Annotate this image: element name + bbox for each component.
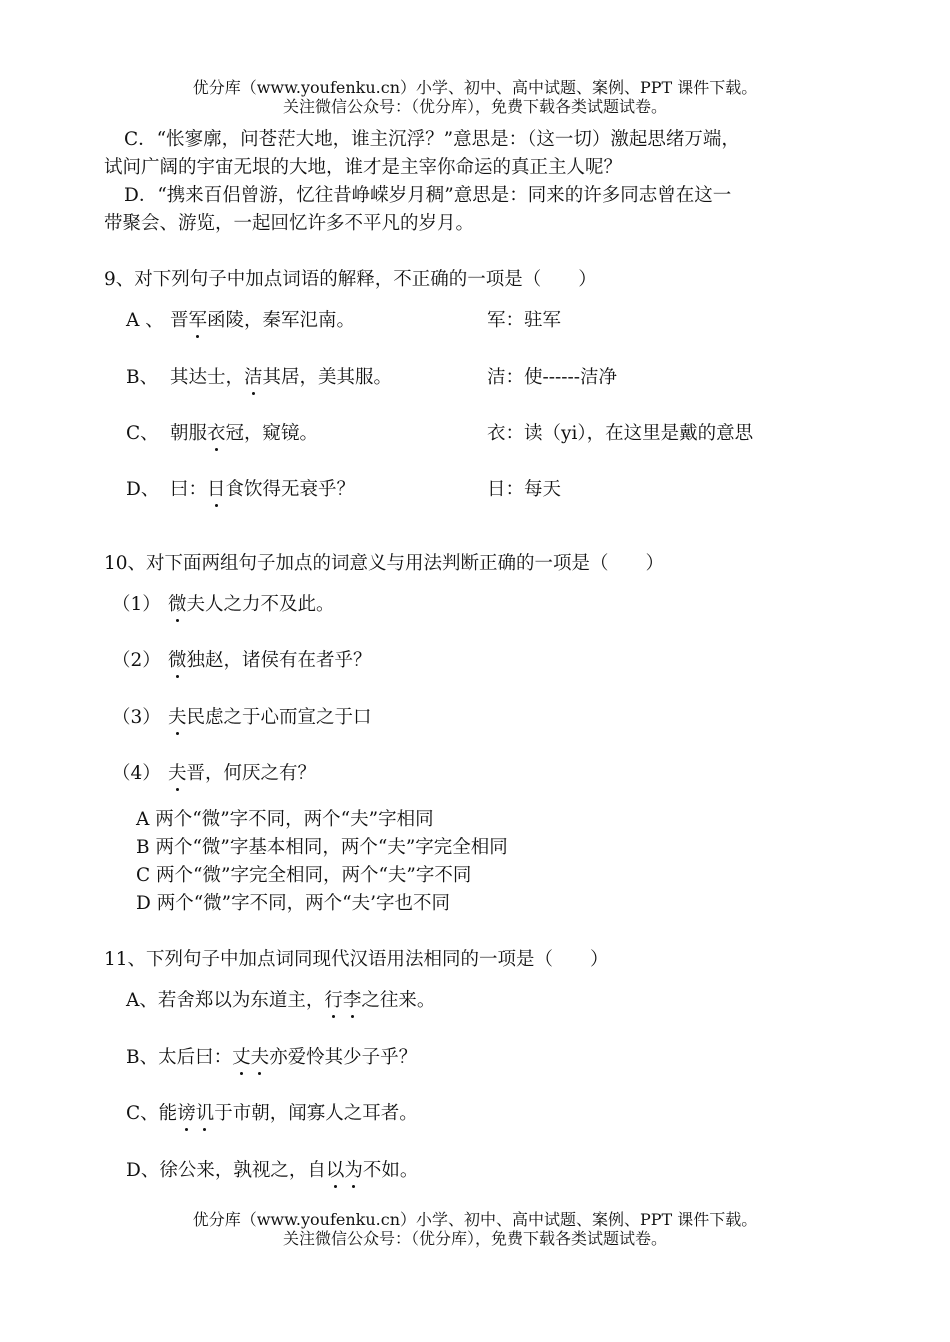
q10-stem: 10、对下面两组句子加点的词意义与用法判断正确的一项是（ ） xyxy=(104,553,665,574)
q11-stem: 11、下列句子中加点词同现代汉语用法相同的一项是（ ） xyxy=(104,949,609,970)
q11-option-c: C、能谤讥于市朝，闻寡人之耳者。 xyxy=(126,1103,418,1124)
dotted-char: 为 xyxy=(344,1160,363,1181)
dotted-char: 李 xyxy=(342,990,362,1011)
q9-explain-b: 洁：使------洁净 xyxy=(487,367,618,388)
q9-explain-d: 日：每天 xyxy=(487,479,562,500)
q11-option-d: D、徐公来，孰视之，自以为不如。 xyxy=(126,1160,419,1181)
page-header-line2: 关注微信公众号：（优分库），免费下载各类试题试卷。 xyxy=(282,97,667,116)
dotted-char: 夫 xyxy=(250,1047,270,1068)
dotted-char: 谤 xyxy=(177,1103,196,1124)
dotted-char: 以 xyxy=(325,1160,345,1181)
q11-option-b: B、太后曰：丈夫亦爱怜其少子乎？ xyxy=(126,1047,418,1068)
q9-option-label: D、 xyxy=(126,479,160,500)
option-c-line1: C．“怅寥廓，问苍茫大地，谁主沉浮？”意思是：（这一切）激起思绪万端， xyxy=(124,129,740,150)
q10-sentence-2: （2） 微独赵，诸侯有在者乎？ xyxy=(112,650,372,671)
option-d-line1: D．“携来百侣曾游，忆往昔峥嵘岁月稠”意思是：同来的许多同志曾在这一 xyxy=(124,185,732,206)
dotted-char: 讥 xyxy=(195,1103,215,1124)
dotted-char: 丈 xyxy=(232,1047,251,1068)
dotted-char: 行 xyxy=(324,990,343,1011)
page-footer-line1: 优分库（www.youfenku.cn）小学、初中、高中试题、案例、PPT 课件下载。 xyxy=(192,1210,758,1229)
q10-sentence-1: （1） 微夫人之力不及此。 xyxy=(112,594,335,615)
q10-sentence-4: （4） 夫晋，何厌之有？ xyxy=(112,763,317,784)
dotted-char: 日 xyxy=(207,479,226,500)
dotted-char: 微 xyxy=(168,594,187,615)
page-footer-line2: 关注微信公众号：（优分库），免费下载各类试题试卷。 xyxy=(282,1229,667,1248)
q9-explain-a: 军：驻军 xyxy=(487,310,562,331)
dotted-char: 军 xyxy=(188,310,208,331)
q9-option-b: B、 其达士，洁其居，美其服。 xyxy=(126,367,393,388)
dotted-char: 微 xyxy=(168,650,187,671)
q9-option-label: A 、 xyxy=(126,310,164,331)
q9-option-label: B、 xyxy=(126,367,159,388)
q10-choice-a: A 两个“微”字不同，两个“夫”字相同 xyxy=(136,809,434,830)
q9-explain-c: 衣：读（yi），在这里是戴的意思 xyxy=(487,423,754,444)
dotted-char: 衣 xyxy=(207,423,226,444)
dotted-char: 夫 xyxy=(168,763,187,784)
q9-option-d: D、 曰：日食饮得无衰乎？ xyxy=(126,479,356,500)
q10-choice-c: C 两个“微”字完全相同，两个“夫”字不同 xyxy=(136,865,472,886)
q9-option-label: C、 xyxy=(126,423,159,444)
option-d-line2: 带聚会、游览，一起回忆许多不平凡的岁月。 xyxy=(104,213,475,234)
option-c-line2: 试问广阔的宇宙无垠的大地，谁才是主宰你命运的真正主人呢？ xyxy=(104,157,623,178)
q10-choice-b: B 两个“微”字基本相同，两个“夫”字完全相同 xyxy=(136,837,508,858)
page-header-line1: 优分库（www.youfenku.cn）小学、初中、高中试题、案例、PPT 课件下载。 xyxy=(192,78,758,97)
q9-stem: 9、对下列句子中加点词语的解释，不正确的一项是（ ） xyxy=(104,269,597,290)
dotted-char: 夫 xyxy=(168,707,187,728)
q9-option-c: C、 朝服衣冠，窥镜。 xyxy=(126,423,319,444)
q11-option-a: A、若舍郑以为东道主，行李之往来。 xyxy=(126,990,436,1011)
q9-option-a: A 、 晋军函陵，秦军氾南。 xyxy=(126,310,356,331)
q10-sentence-3: （3） 夫民虑之于心而宣之于口 xyxy=(112,707,372,728)
q10-choice-d: D 两个“微”字不同，两个“夫’字也不同 xyxy=(136,893,450,914)
dotted-char: 洁 xyxy=(244,367,263,388)
